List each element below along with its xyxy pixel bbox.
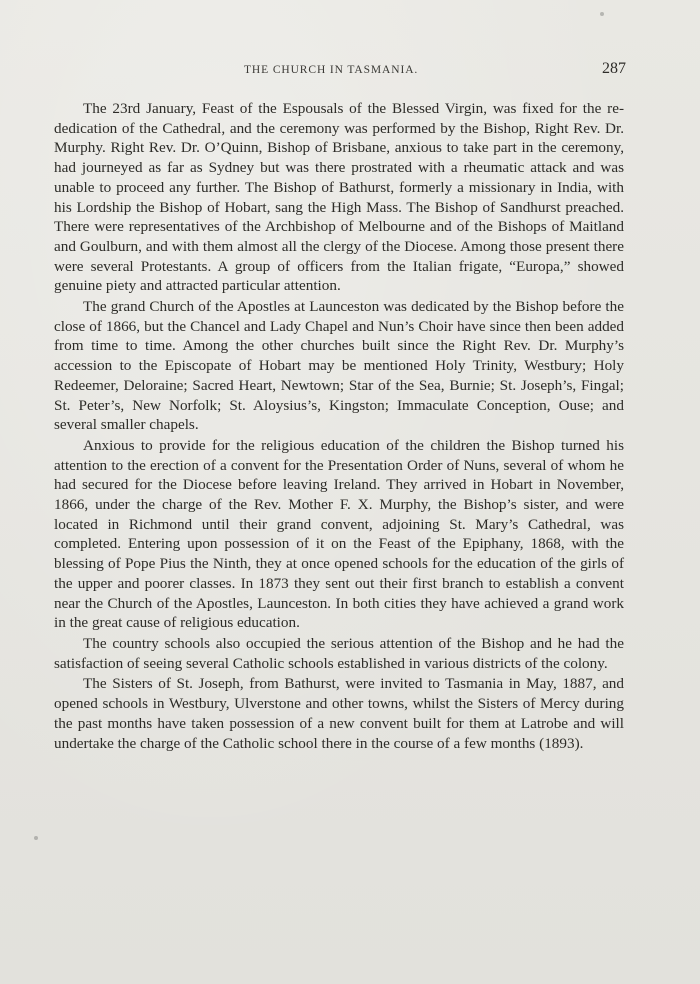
- paragraph-rededication: The 23rd January, Feast of the Espousals of the Blessed Virgin, was fixed for the re-dedication of the Cathedral, and the ceremony was performed by the Bishop, Right Rev. Dr. Murphy. Right Rev. Dr. O’Quinn, Bishop of Brisbane, anxious to take part in the ceremony, had journeyed as far as Sydney but was there prostrated with a rheumatic attack and was unable to proceed any further. The Bishop of Bathurst, formerly a missionary in India, with his Lordship the Bishop of Hobart, sang the High Mass. The Bishop of Sandhurst preached. There were representatives of the Archbishop of Melbourne and of the Bishops of Maitland and Goulburn, and with them almost all the clergy of the Diocese. Among those present there were several Protestants. A group of officers from the Italian frigate, “Europa,” showed genuine piety and attracted particular attention.: [54, 100, 624, 295]
- paragraph-presentation-nuns: Anxious to provide for the religious education of the children the Bishop turned his attention to the erection of a convent for the Presentation Order of Nuns, several of whom he had secured for the Diocese before leaving Ireland. They arrived in Hobart in November, 1866, under the charge of the Rev. Mother F. X. Murphy, the Bishop’s sister, and were located in Richmond until their grand convent, adjoining St. Mary’s Cathedral, was completed. Entering upon possession of it on the Feast of the Epiphany, 1868, with the blessing of Pope Pius the Ninth, they at once opened schools for the education of the girls of the upper and poorer classes. In 1873 they sent out their first branch to establish a convent near the Church of the Apostles, Launceston. In both cities they have achieved a grand work in the great cause of religious education.: [54, 436, 624, 632]
- page-number: 287: [602, 60, 626, 77]
- running-head: THE CHURCH IN TASMANIA.: [244, 64, 419, 76]
- paragraph-church-of-apostles: The grand Church of the Apostles at Launceston was dedicated by the Bishop before the close of 1866, but the Chancel and Lady Chapel and Nun’s Choir have since then been added from time to time. Among the other churches built since the Right Rev. Dr. Murphy’s accession to the Episcopate of Hobart may be mentioned Holy Trinity, Westbury; Holy Redeemer, Deloraine; Sacred Heart, Newtown; Star of the Sea, Burnie; St. Joseph’s, Fingal; St. Peter’s, New Norfolk; St. Aloysius’s, Kingston; Immaculate Conception, Ouse; and several smaller chapels.: [54, 298, 624, 434]
- body-text: [54, 99, 624, 753]
- paper-speck: [34, 836, 38, 840]
- paragraph-sisters-of-st-joseph: The Sisters of St. Joseph, from Bathurst, were invited to Tasmania in May, 1887, and opened schools in Westbury, Ulverstone and other towns, whilst the Sisters of Mercy during the past months have taken possession of a new convent built for them at Latrobe and will undertake the charge of the Catholic school there in the course of a few months (1893).: [54, 675, 624, 752]
- paragraph-country-schools: The country schools also occupied the serious attention of the Bishop and he had the satisfaction of seeing several Catholic schools established in various districts of the colony.: [54, 634, 624, 672]
- paper-speck: [600, 12, 604, 16]
